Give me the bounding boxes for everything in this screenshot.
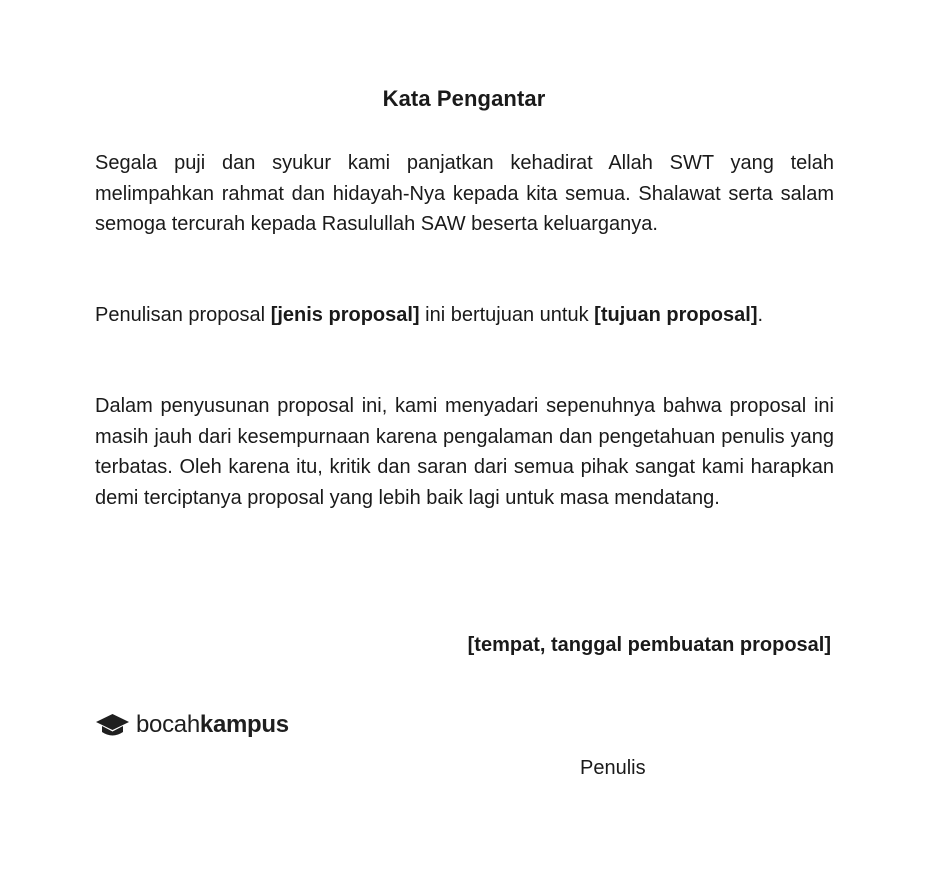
document-title: Kata Pengantar xyxy=(382,86,546,111)
brand-wordmark-light: bocah xyxy=(136,711,200,738)
paragraph-purpose-text-2: ini bertujuan untuk xyxy=(419,304,595,326)
brand-wordmark xyxy=(136,711,289,739)
paragraph-closing: Dalam penyusunan proposal ini, kami menyadari sepenuhnya bahwa proposal ini masih jauh dari kesempurnaan karena pengalaman dan pengetahuan penulis yang terbatas. Oleh karena itu, kritik dan saran dari semua pihak sangat kami harapkan demi terciptanya proposal yang lebih baik lagi untuk masa mendatang. xyxy=(95,395,834,509)
paragraph-purpose xyxy=(95,300,834,331)
brand-logo xyxy=(95,708,289,742)
paragraph-purpose-text-3: . xyxy=(757,304,764,326)
signer-label: Penulis xyxy=(580,757,646,779)
placeholder-tujuan-proposal: [tujuan proposal] xyxy=(594,304,758,326)
place-date-placeholder: [tempat, tanggal pembuatan proposal] xyxy=(467,634,831,656)
brand-wordmark-bold: kampus xyxy=(199,711,289,738)
placeholder-jenis-proposal: [jenis proposal] xyxy=(270,304,420,326)
paragraph-purpose-text-1: Penulisan proposal xyxy=(95,304,271,326)
paragraph-opening: Segala puji dan syukur kami panjatkan kehadirat Allah SWT yang telah melimpahkan rahmat dan hidayah-Nya kepada kita semua. Shalawat serta salam semoga tercurah kepada Rasulullah SAW beserta keluarganya. xyxy=(95,152,834,235)
graduation-cap-icon xyxy=(95,712,130,738)
